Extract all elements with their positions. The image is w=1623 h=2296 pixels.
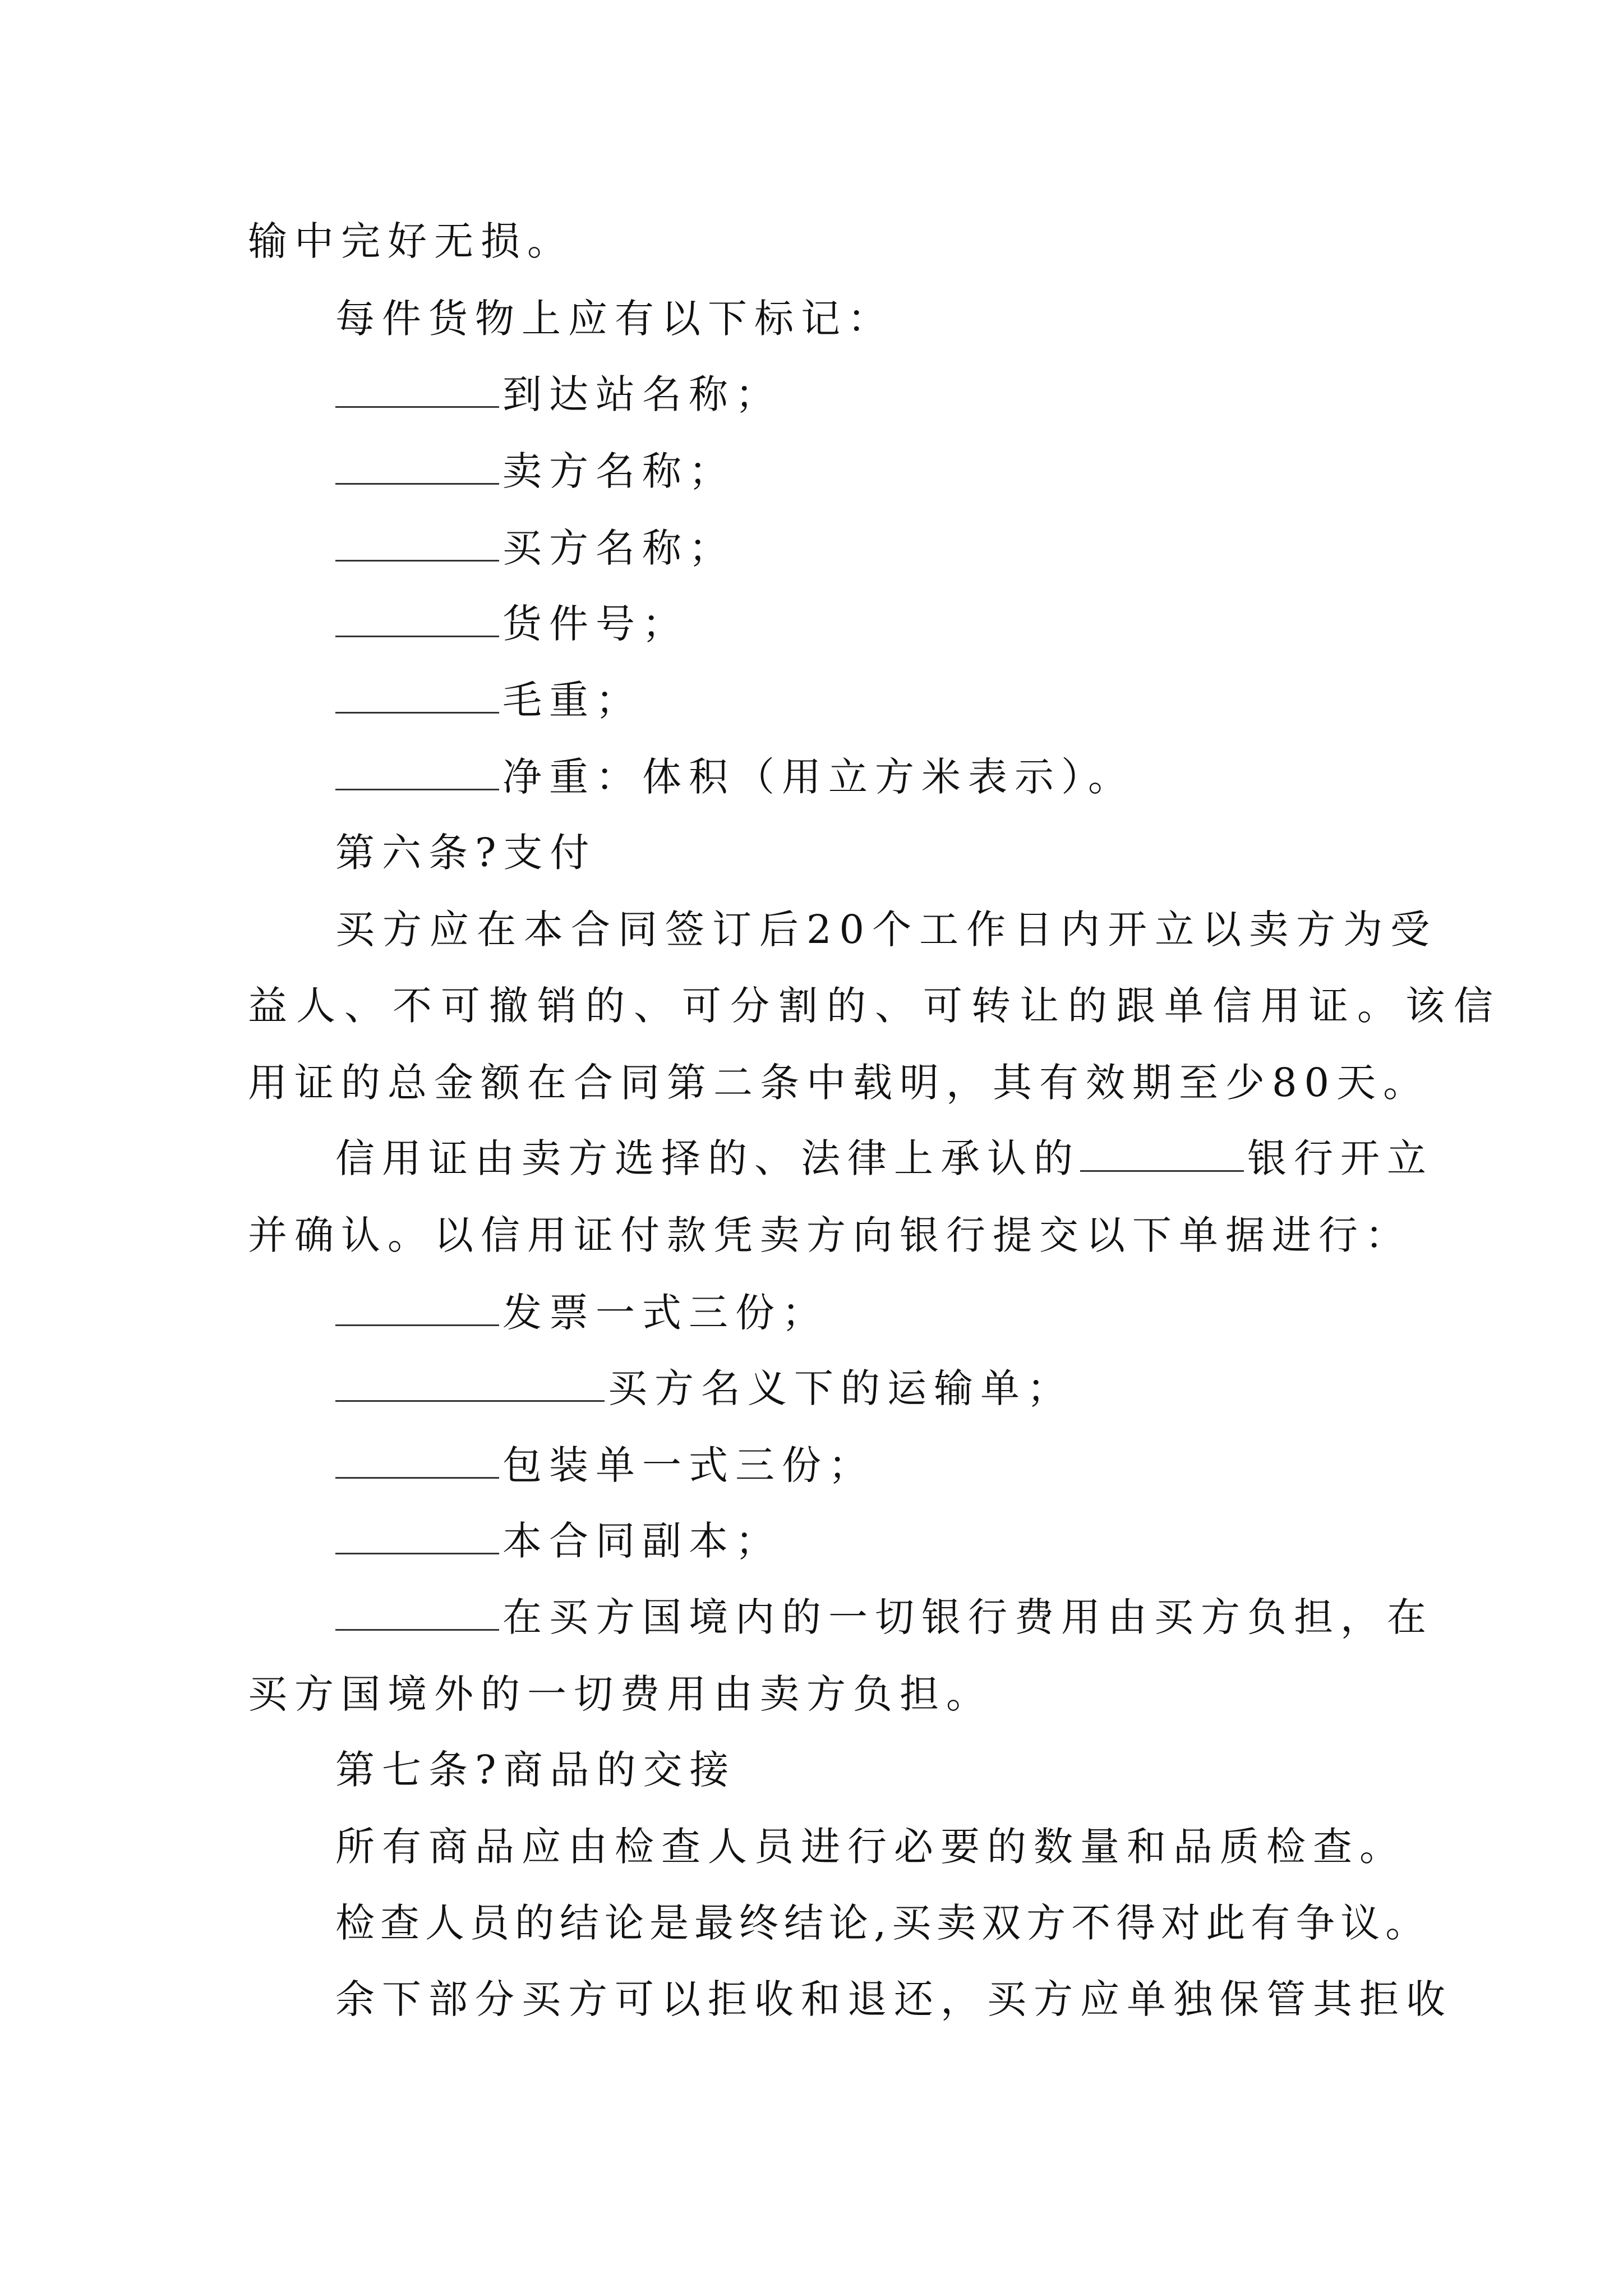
fill-in-blank <box>335 1439 499 1479</box>
line-text: 发票一式三份； <box>502 1290 828 1336</box>
line-text: 余下部分买方可以拒收和退还，买方应单独保管其拒收 <box>335 1976 1453 2022</box>
text-line <box>248 978 1502 1034</box>
fill-in-blank <box>335 522 499 562</box>
fill-in-blank <box>335 1286 499 1326</box>
line-text: 信用证由卖方选择的、法律上承认的 <box>335 1135 1080 1181</box>
text-line <box>335 520 735 576</box>
line-text: 在买方国境内的一切银行费用由买方负担，在 <box>502 1594 1433 1640</box>
text-line <box>335 1437 875 1493</box>
line-text: 用证的总金额在合同第二条中载明，其有效期至少80天。 <box>248 1060 1430 1106</box>
text-line <box>335 1819 1406 1875</box>
line-text: 所有商品应由检查人员进行必要的数量和品质检查。 <box>335 1824 1406 1870</box>
line-text: 毛重； <box>502 677 642 723</box>
line-text: 并确认。以信用证付款凭卖方向银行提交以下单据进行： <box>248 1212 1412 1258</box>
text-line <box>335 1895 1430 1951</box>
line-text: 益人、不可撤销的、可分割的、可转让的跟单信用证。该信 <box>248 983 1502 1029</box>
fill-in-blank <box>1080 1132 1244 1172</box>
line-text: 买方国境外的一切费用由卖方负担。 <box>248 1671 993 1717</box>
line-text: 买方名义下的运输单； <box>608 1365 1073 1411</box>
line-text: 输中完好无损。 <box>248 218 574 264</box>
article-heading <box>335 1742 736 1798</box>
text-line <box>248 1666 993 1722</box>
text-line <box>248 1207 1412 1263</box>
fill-in-blank <box>335 368 499 408</box>
text-line <box>335 291 894 347</box>
line-text: 第六条?支付 <box>335 830 597 876</box>
text-line <box>335 443 735 499</box>
fill-in-blank <box>335 674 499 714</box>
line-text: 银行开立 <box>1247 1135 1433 1181</box>
fill-in-blank <box>335 445 499 485</box>
line-text: 本合同副本； <box>502 1518 782 1564</box>
text-line <box>335 901 1437 958</box>
line-text: 净重：体积（用立方米表示）。 <box>502 754 1135 800</box>
text-line <box>335 1285 828 1341</box>
fill-in-blank <box>335 1515 499 1554</box>
text-line <box>335 1513 782 1569</box>
line-text: 每件货物上应有以下标记： <box>335 296 894 342</box>
line-text: 买方名称； <box>502 525 735 571</box>
text-line <box>335 1971 1453 2027</box>
line-text: 检查人员的结论是最终结论,买卖双方不得对此有争议。 <box>335 1900 1431 1946</box>
article-heading <box>335 825 597 881</box>
text-line <box>248 1055 1430 1111</box>
line-text: 货件号； <box>502 601 689 647</box>
text-line <box>335 672 642 728</box>
fill-in-blank <box>335 1591 499 1631</box>
text-line <box>335 1130 1433 1186</box>
fill-in-blank <box>335 751 499 790</box>
fill-in-blank <box>335 597 499 637</box>
line-text: 第七条?商品的交接 <box>335 1747 736 1793</box>
line-text: 买方应在本合同签订后20个工作日内开立以卖方为受 <box>335 907 1438 953</box>
text-line <box>335 1360 1073 1416</box>
line-text: 卖方名称； <box>502 448 735 494</box>
text-line <box>335 749 1135 805</box>
text-line <box>335 366 782 422</box>
text-line <box>335 1589 1433 1645</box>
text-line <box>335 596 689 652</box>
fill-in-blank <box>335 1362 605 1402</box>
line-text: 包装单一式三份； <box>502 1442 875 1488</box>
line-text: 到达站名称； <box>502 371 782 417</box>
text-line <box>248 213 574 269</box>
